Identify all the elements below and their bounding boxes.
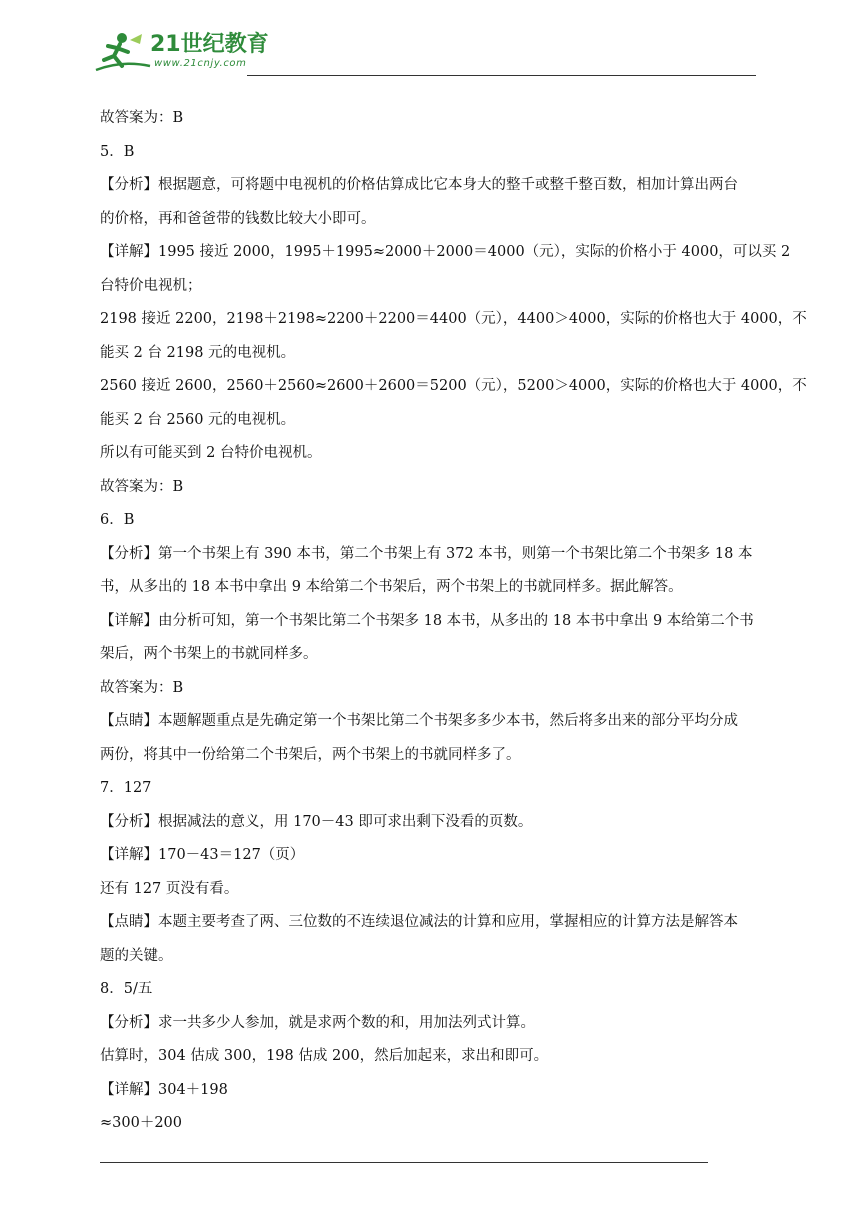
text-line: 【分析】求一共多少人参加，就是求两个数的和，用加法列式计算。 [100, 1014, 535, 1031]
text-line: 能买 2 台 2560 元的电视机。 [100, 411, 296, 428]
text-line: 【分析】第一个书架上有 390 本书，第二个书架上有 372 本书，则第一个书架比第二个书架多 18 本 [100, 545, 753, 562]
text-line: 台特价电视机； [100, 277, 202, 294]
text-line: 估算时，304 估成 300，198 估成 200，然后加起来，求出和即可。 [100, 1048, 549, 1064]
question-number: 5．B [100, 143, 135, 160]
question-number: 7．127 [100, 780, 152, 796]
text-line: ≈300＋200 [100, 1115, 183, 1131]
text-line: 能买 2 台 2198 元的电视机。 [100, 344, 296, 361]
text-line: 的价格，再和爸爸带的钱数比较大小即可。 [100, 210, 376, 227]
question-number: 8．5/五 [100, 981, 153, 997]
header-divider [247, 75, 756, 76]
text-line: 【详解】1995 接近 2000，1995＋1995≈2000＋2000＝4000（元），实际的价格小于 4000，可以买 2 [100, 244, 791, 260]
text-line: 题的关键。 [100, 947, 173, 964]
question-number: 6．B [100, 512, 135, 528]
logo-title: 21世纪教育 [150, 32, 269, 57]
site-logo [92, 30, 269, 76]
text-line: 书，从多出的 18 本书中拿出 9 本给第二个书架后，两个书架上的书就同样多。据此解答。 [100, 579, 683, 595]
text-line: 故答案为：B [100, 478, 184, 495]
text-line: 【分析】根据题意，可将题中电视机的价格估算成比它本身大的整千或整千整百数，相加计算出两台 [100, 177, 738, 193]
text-line: 架后，两个书架上的书就同样多。 [100, 646, 318, 662]
text-line: 还有 127 页没有看。 [100, 880, 239, 897]
text-line: 所以有可能买到 2 台特价电视机。 [100, 445, 322, 461]
text-line: 故答案为：B [100, 110, 184, 126]
footer-divider [100, 1162, 708, 1163]
running-figure-icon [92, 30, 152, 76]
text-line: 【详解】170－43＝127（页） [100, 847, 305, 863]
text-line: 2560 接近 2600，2560＋2560≈2600＋2600＝5200（元），5200＞4000，实际的价格也大于 4000，不 [100, 378, 807, 394]
text-line: 【分析】根据减法的意义，用 170－43 即可求出剩下没看的页数。 [100, 813, 533, 830]
page-header [92, 30, 756, 78]
text-line: 【详解】304＋198 [100, 1081, 228, 1098]
logo-url: www.21cnjy.com [154, 58, 247, 69]
text-line: 2198 接近 2200，2198＋2198≈2200＋2200＝4400（元），4400＞4000，实际的价格也大于 4000，不 [100, 311, 807, 327]
text-line: 【点睛】本题解题重点是先确定第一个书架比第二个书架多多少本书，然后将多出来的部分平均分成 [100, 713, 738, 729]
answer-content [100, 102, 807, 1141]
text-line: 【详解】由分析可知，第一个书架比第二个书架多 18 本书，从多出的 18 本书中拿出 9 本给第二个书 [100, 612, 754, 629]
text-line: 【点睛】本题主要考查了两、三位数的不连续退位减法的计算和应用，掌握相应的计算方法是解答本 [100, 914, 738, 930]
text-line: 两份，将其中一份给第二个书架后，两个书架上的书就同样多了。 [100, 746, 521, 763]
text-line: 故答案为：B [100, 679, 184, 696]
